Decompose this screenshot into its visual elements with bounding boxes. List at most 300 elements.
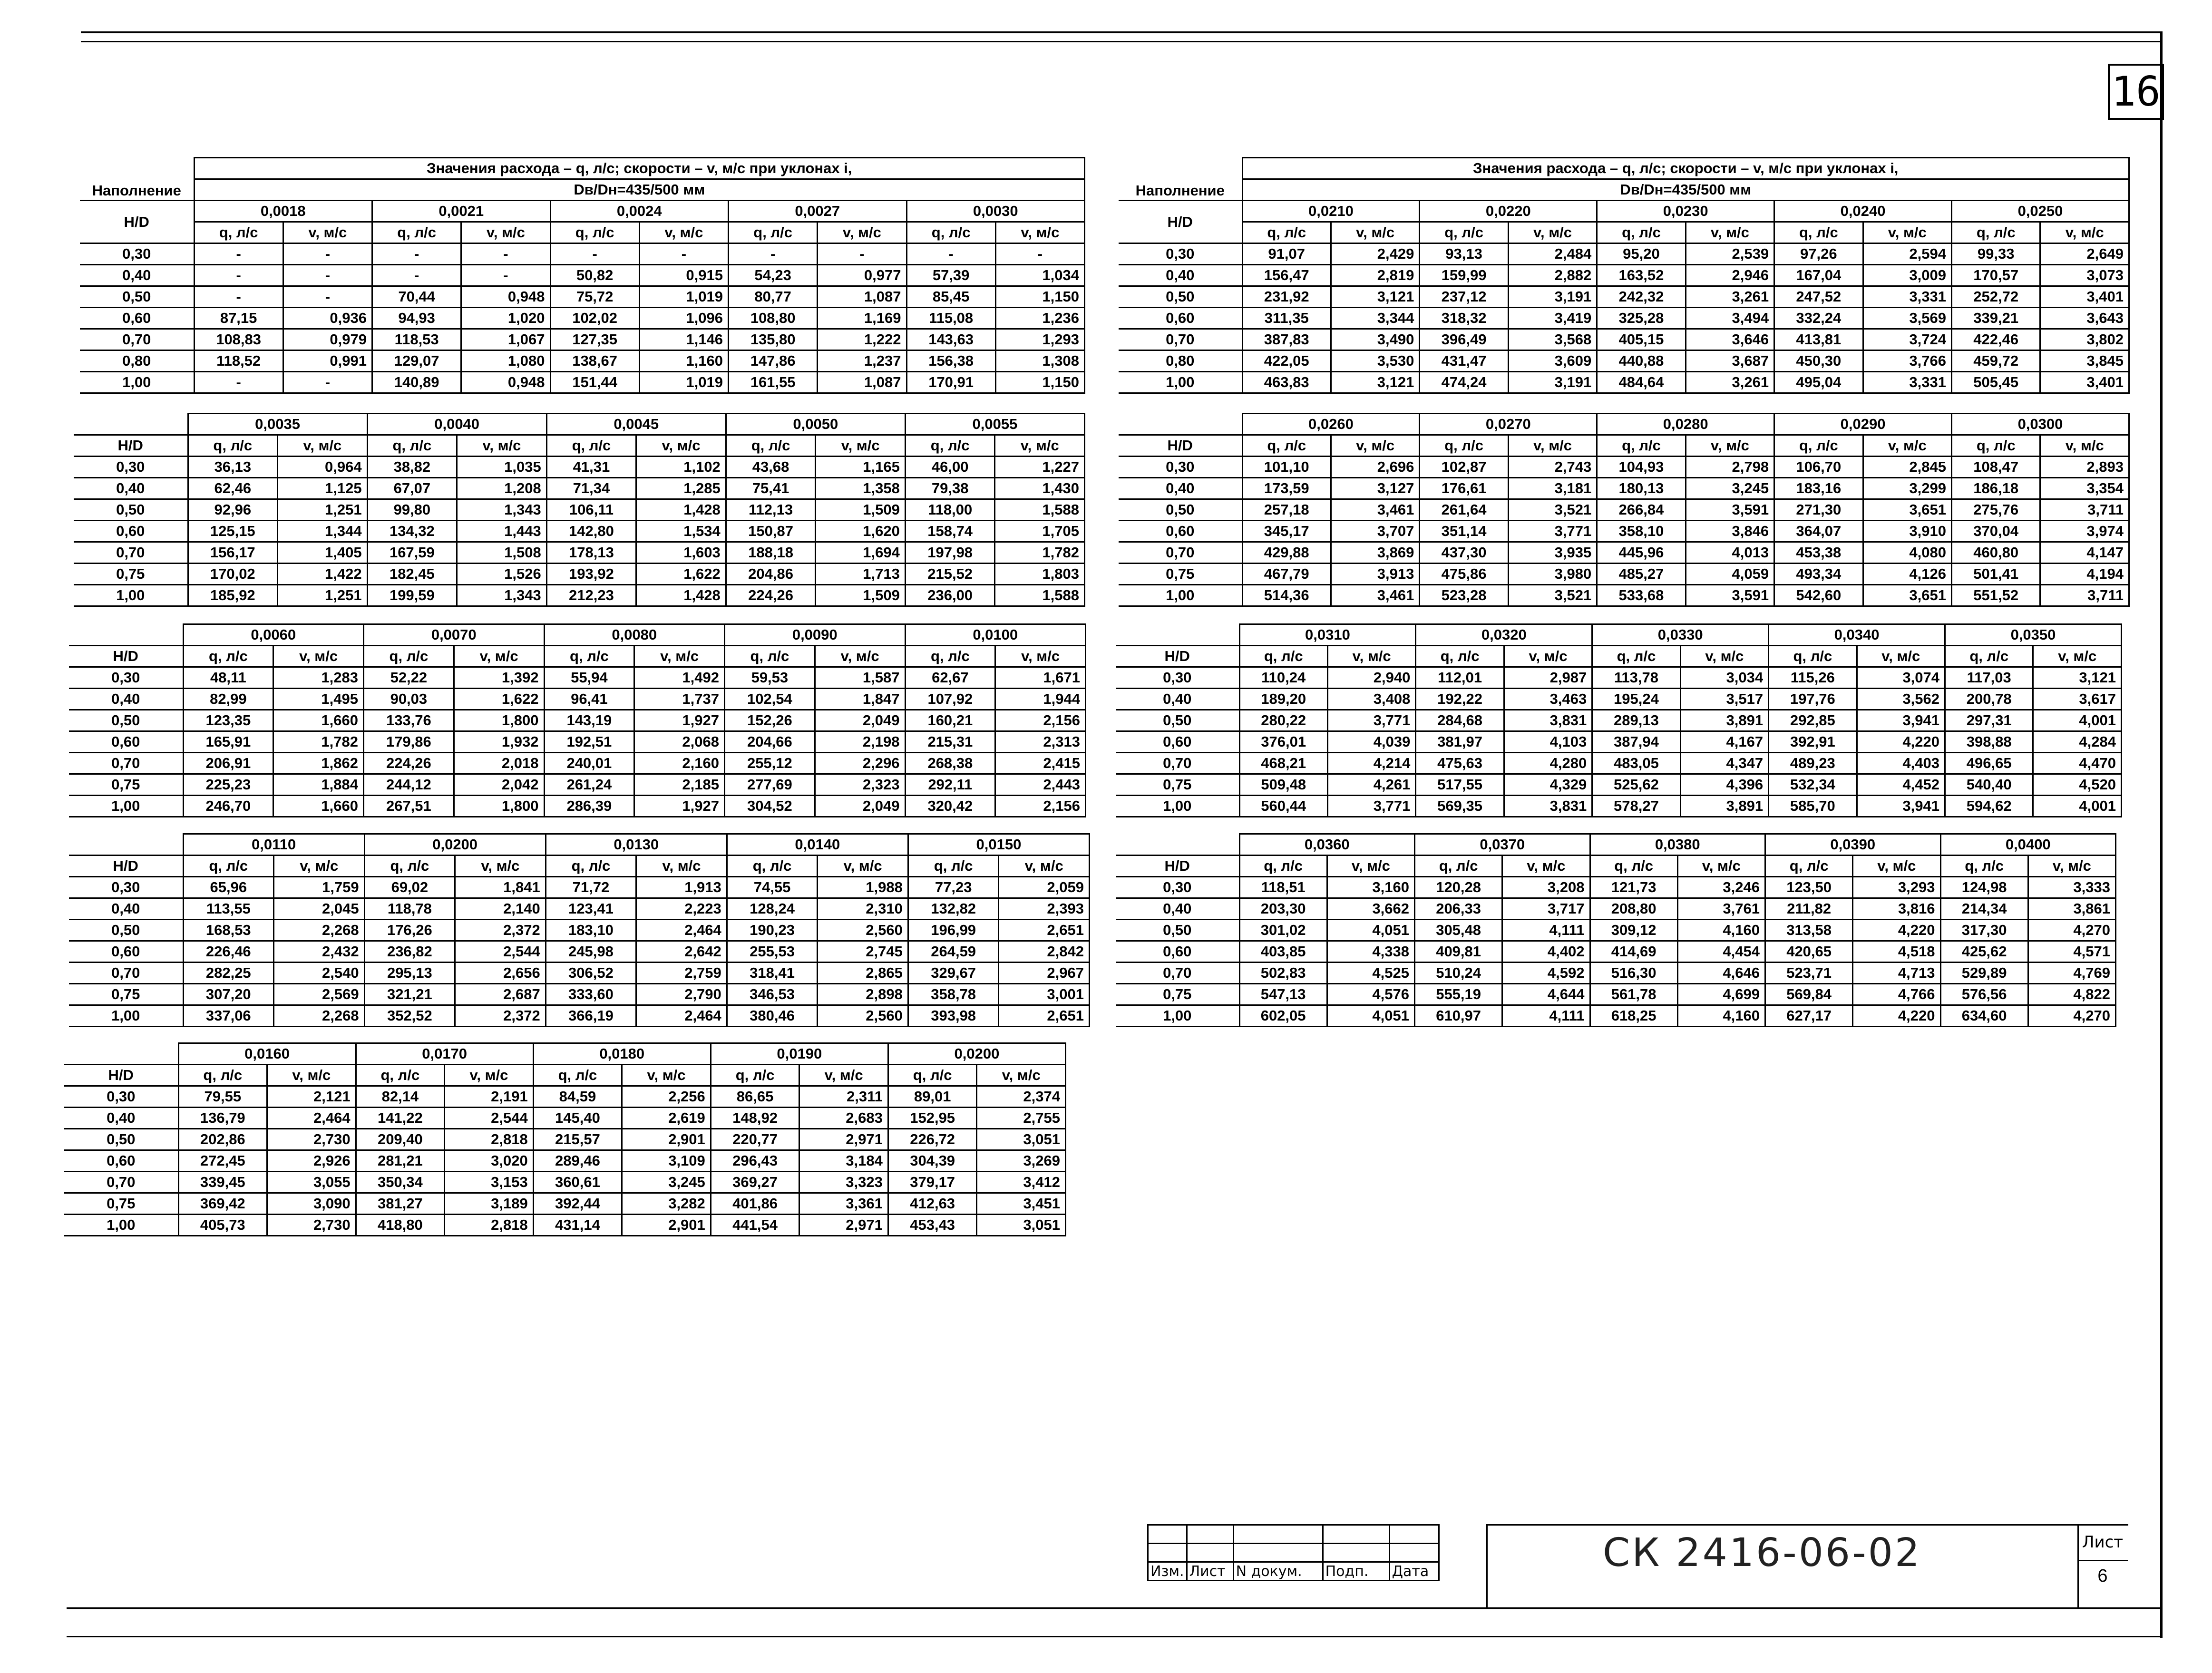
velocity-value: 2,323 xyxy=(815,774,905,796)
flow-value: 163,52 xyxy=(1597,265,1686,286)
flow-value: 485,27 xyxy=(1597,564,1686,585)
velocity-value: 2,819 xyxy=(1331,265,1419,286)
table-row xyxy=(64,1193,1066,1215)
flow-value: 450,30 xyxy=(1774,350,1863,372)
sheet-label: Лист xyxy=(2082,1533,2124,1552)
velocity-value: 3,891 xyxy=(1680,710,1768,731)
flow-value: 369,27 xyxy=(711,1172,799,1193)
velocity-value: 4,284 xyxy=(2033,731,2122,753)
flow-value: 474,24 xyxy=(1420,372,1508,393)
velocity-value: 3,073 xyxy=(2040,265,2129,286)
velocity-value: 1,884 xyxy=(273,774,364,796)
flow-value: 284,68 xyxy=(1416,710,1504,731)
velocity-value: 0,977 xyxy=(818,265,906,286)
q-header: q, л/с xyxy=(1592,646,1680,667)
q-header: q, л/с xyxy=(906,222,995,243)
slope-header: 0,0190 xyxy=(711,1043,888,1065)
velocity-value: 3,181 xyxy=(1508,478,1597,499)
flow-value: 437,30 xyxy=(1420,542,1508,564)
flow-value: 420,65 xyxy=(1765,941,1853,963)
velocity-value: 2,018 xyxy=(454,753,544,774)
velocity-value: 4,220 xyxy=(1853,1005,1940,1027)
velocity-value: 3,269 xyxy=(977,1150,1066,1172)
flow-value: 135,80 xyxy=(729,329,818,350)
velocity-value: 2,759 xyxy=(636,963,727,984)
flow-value: 108,80 xyxy=(729,308,818,329)
v-header: v, м/с xyxy=(634,646,725,667)
flow-value: 339,21 xyxy=(1952,308,2040,329)
table-row xyxy=(74,478,1085,499)
velocity-value: 4,147 xyxy=(2040,542,2129,564)
flow-value: 610,97 xyxy=(1415,1005,1502,1027)
q-header: q, л/с xyxy=(356,1065,445,1086)
velocity-value: 1,927 xyxy=(634,796,725,817)
flow-value: 179,86 xyxy=(364,731,454,753)
v-header: v, м/с xyxy=(455,856,546,877)
flow-value: 215,57 xyxy=(533,1129,622,1150)
velocity-value: 2,268 xyxy=(274,920,365,941)
q-header: q, л/с xyxy=(908,856,999,877)
table-row xyxy=(69,774,1086,796)
velocity-value: 0,991 xyxy=(283,350,372,372)
flow-table-7 xyxy=(1119,413,2130,607)
filling-value: 0,70 xyxy=(1119,329,1242,350)
caption-line-2: Dв/Dн=435/500 мм xyxy=(1242,179,2129,201)
document-code: СК 2416-06-02 xyxy=(1602,1530,1922,1576)
velocity-value: - xyxy=(283,243,372,265)
velocity-value: 4,646 xyxy=(1677,963,1765,984)
table-row xyxy=(74,564,1085,585)
velocity-value: 3,530 xyxy=(1331,350,1419,372)
caption-line-1: Значения расхода – q, л/с; скорости – v, м/с при уклонах i, xyxy=(194,158,1085,179)
velocity-value: 3,245 xyxy=(1686,478,1774,499)
table-row xyxy=(1116,774,2122,796)
velocity-value: 2,464 xyxy=(267,1108,356,1129)
velocity-value: 1,019 xyxy=(639,372,728,393)
table-row xyxy=(69,1005,1090,1027)
flow-value: 370,04 xyxy=(1952,521,2040,542)
velocity-value: 3,771 xyxy=(1327,710,1415,731)
filling-value: 0,60 xyxy=(1116,731,1239,753)
filling-value: 0,50 xyxy=(1116,710,1239,731)
flow-value: 170,57 xyxy=(1952,265,2040,286)
velocity-value: 1,150 xyxy=(995,286,1084,308)
flow-value: 99,33 xyxy=(1952,243,2040,265)
velocity-value: - xyxy=(283,265,372,286)
velocity-value: 4,699 xyxy=(1677,984,1765,1005)
flow-value: 431,47 xyxy=(1420,350,1508,372)
flow-value: 396,49 xyxy=(1420,329,1508,350)
flow-value: 91,07 xyxy=(1242,243,1331,265)
flow-value: 147,86 xyxy=(729,350,818,372)
stamp-izm: Изм. xyxy=(1148,1562,1187,1581)
hd-label: H/D xyxy=(74,435,188,457)
velocity-value: 1,285 xyxy=(636,478,726,499)
filling-value: 1,00 xyxy=(80,372,194,393)
velocity-value: 3,569 xyxy=(1863,308,1951,329)
flow-value: 211,82 xyxy=(1765,898,1853,920)
filling-value: 0,80 xyxy=(80,350,194,372)
flow-table-5 xyxy=(64,1042,1066,1236)
flow-value: 585,70 xyxy=(1769,796,1857,817)
flow-table-8 xyxy=(1116,623,2122,817)
velocity-value: 3,845 xyxy=(2040,350,2129,372)
flow-value: 475,63 xyxy=(1416,753,1504,774)
q-header: q, л/с xyxy=(905,646,995,667)
slope-header: 0,0027 xyxy=(729,201,907,222)
q-header: q, л/с xyxy=(1597,222,1686,243)
table-row xyxy=(1119,521,2129,542)
flow-value: 576,56 xyxy=(1940,984,2028,1005)
slope-header: 0,0130 xyxy=(546,834,727,856)
slope-header: 0,0024 xyxy=(550,201,729,222)
flow-value: 594,62 xyxy=(1945,796,2033,817)
velocity-value: 2,560 xyxy=(818,920,908,941)
flow-value: 226,46 xyxy=(183,941,274,963)
velocity-value: 2,393 xyxy=(999,898,1090,920)
velocity-value: 4,103 xyxy=(1504,731,1592,753)
velocity-value: 1,428 xyxy=(636,499,726,521)
velocity-value: 3,562 xyxy=(1857,689,1945,710)
velocity-value: 3,160 xyxy=(1327,877,1414,898)
v-header: v, м/с xyxy=(999,856,1090,877)
v-header: v, м/с xyxy=(1686,435,1774,457)
velocity-value: 4,059 xyxy=(1686,564,1774,585)
flow-value: - xyxy=(729,243,818,265)
velocity-value: 1,208 xyxy=(457,478,547,499)
v-header: v, м/с xyxy=(1508,435,1597,457)
velocity-value: 2,940 xyxy=(1327,667,1415,689)
flow-value: 352,52 xyxy=(364,1005,455,1027)
flow-value: 467,79 xyxy=(1242,564,1331,585)
flow-value: 311,35 xyxy=(1242,308,1331,329)
flow-value: 152,26 xyxy=(725,710,815,731)
velocity-value: 2,296 xyxy=(815,753,905,774)
flow-value: 202,86 xyxy=(178,1129,267,1150)
slope-header: 0,0140 xyxy=(727,834,908,856)
flow-value: 200,78 xyxy=(1945,689,2033,710)
filling-value: 0,30 xyxy=(64,1086,178,1108)
velocity-value: 3,184 xyxy=(799,1150,888,1172)
flow-value: 392,44 xyxy=(533,1193,622,1215)
flow-value: 75,41 xyxy=(726,478,816,499)
flow-value: 267,51 xyxy=(364,796,454,817)
slope-header: 0,0370 xyxy=(1415,834,1590,856)
velocity-value: 3,331 xyxy=(1863,286,1951,308)
flow-value: 350,34 xyxy=(356,1172,445,1193)
v-header: v, м/с xyxy=(1686,222,1774,243)
flow-value: 412,63 xyxy=(888,1193,977,1215)
velocity-value: 2,971 xyxy=(799,1215,888,1236)
flow-value: 71,34 xyxy=(546,478,636,499)
filling-value: 0,70 xyxy=(1116,963,1239,984)
q-header: q, л/с xyxy=(1242,222,1331,243)
velocity-value: 1,927 xyxy=(634,710,725,731)
flow-value: 281,21 xyxy=(356,1150,445,1172)
flow-value: 244,12 xyxy=(364,774,454,796)
slope-header: 0,0380 xyxy=(1590,834,1765,856)
flow-value: 115,26 xyxy=(1769,667,1857,689)
velocity-value: 1,671 xyxy=(995,667,1086,689)
velocity-value: 3,121 xyxy=(2033,667,2122,689)
v-header: v, м/с xyxy=(818,856,908,877)
velocity-value: 3,419 xyxy=(1508,308,1597,329)
flow-value: 118,00 xyxy=(905,499,995,521)
filling-value: 0,50 xyxy=(69,920,183,941)
table-row xyxy=(1116,1005,2116,1027)
flow-value: 86,65 xyxy=(711,1086,799,1108)
filling-value: 0,30 xyxy=(69,877,183,898)
table-row xyxy=(1116,689,2122,710)
table-row xyxy=(1116,963,2116,984)
flow-value: 43,68 xyxy=(726,457,816,478)
filling-value: 0,40 xyxy=(1116,689,1239,710)
velocity-value: 3,246 xyxy=(1677,877,1765,898)
q-header: q, л/с xyxy=(188,435,278,457)
flow-value: 48,11 xyxy=(183,667,273,689)
velocity-value: 2,656 xyxy=(455,963,546,984)
flow-value: 468,21 xyxy=(1239,753,1327,774)
flow-value: 192,22 xyxy=(1416,689,1504,710)
velocity-value: 3,766 xyxy=(1863,350,1951,372)
flow-value: 77,23 xyxy=(908,877,999,898)
velocity-value: 3,051 xyxy=(977,1129,1066,1150)
velocity-value: 3,127 xyxy=(1331,478,1419,499)
flow-value: - xyxy=(194,265,283,286)
flow-value: 185,92 xyxy=(188,585,278,606)
flow-value: 197,98 xyxy=(905,542,995,564)
velocity-value: 2,049 xyxy=(815,796,905,817)
flow-value: 418,80 xyxy=(356,1215,445,1236)
filling-value: 0,75 xyxy=(64,1193,178,1215)
flow-value: 306,52 xyxy=(546,963,636,984)
filling-value: 0,30 xyxy=(1116,877,1239,898)
table-row xyxy=(1119,350,2129,372)
flow-value: 578,27 xyxy=(1592,796,1680,817)
flow-value: 318,41 xyxy=(727,963,818,984)
v-header: v, м/с xyxy=(639,222,728,243)
q-header: q, л/с xyxy=(550,222,639,243)
flow-value: 74,55 xyxy=(727,877,818,898)
table-row xyxy=(64,1215,1066,1236)
velocity-value: 1,237 xyxy=(818,350,906,372)
velocity-value: 2,790 xyxy=(636,984,727,1005)
table-row xyxy=(69,877,1090,898)
velocity-value: 2,311 xyxy=(799,1086,888,1108)
v-header: v, м/с xyxy=(278,435,368,457)
v-header: v, м/с xyxy=(274,856,365,877)
velocity-value: 3,189 xyxy=(445,1193,534,1215)
velocity-value: 3,412 xyxy=(977,1172,1066,1193)
velocity-value: 1,358 xyxy=(816,478,906,499)
flow-value: - xyxy=(194,372,283,393)
filling-value: 1,00 xyxy=(64,1215,178,1236)
flow-value: 237,12 xyxy=(1420,286,1508,308)
flow-value: 516,30 xyxy=(1590,963,1677,984)
table-row xyxy=(74,521,1085,542)
velocity-value: 3,974 xyxy=(2040,521,2129,542)
velocity-value: 2,268 xyxy=(274,1005,365,1027)
velocity-value: 1,800 xyxy=(454,710,544,731)
table-row xyxy=(1116,920,2116,941)
flow-value: 145,40 xyxy=(533,1108,622,1129)
velocity-value: 3,490 xyxy=(1331,329,1419,350)
flow-value: 318,32 xyxy=(1420,308,1508,329)
velocity-value: 3,717 xyxy=(1502,898,1590,920)
slope-header: 0,0320 xyxy=(1416,624,1592,646)
v-header: v, м/с xyxy=(1677,856,1765,877)
velocity-value: 4,001 xyxy=(2033,796,2122,817)
table-row xyxy=(64,1086,1066,1108)
table-row xyxy=(74,457,1085,478)
flow-value: 257,18 xyxy=(1242,499,1331,521)
flow-value: 286,39 xyxy=(544,796,634,817)
velocity-value: 4,126 xyxy=(1863,564,1951,585)
velocity-value: 2,198 xyxy=(815,731,905,753)
table-row xyxy=(1119,499,2129,521)
flow-value: 196,99 xyxy=(908,920,999,941)
flow-value: 79,55 xyxy=(178,1086,267,1108)
slope-header: 0,0300 xyxy=(1952,414,2129,435)
velocity-value: 2,464 xyxy=(636,920,727,941)
velocity-value: 1,308 xyxy=(995,350,1084,372)
flow-value: 422,46 xyxy=(1952,329,2040,350)
velocity-value: 2,619 xyxy=(622,1108,711,1129)
velocity-value: 3,461 xyxy=(1331,585,1419,606)
hd-label: H/D xyxy=(1119,201,1242,243)
table-row xyxy=(74,585,1085,606)
velocity-value: 4,051 xyxy=(1327,1005,1414,1027)
velocity-value: 3,055 xyxy=(267,1172,356,1193)
velocity-value: 2,845 xyxy=(1863,457,1951,478)
flow-value: 409,81 xyxy=(1415,941,1502,963)
filling-value: 0,40 xyxy=(69,898,183,920)
flow-value: 121,73 xyxy=(1590,877,1677,898)
velocity-value: 1,020 xyxy=(461,308,550,329)
flow-value: 431,14 xyxy=(533,1215,622,1236)
velocity-value: 2,569 xyxy=(274,984,365,1005)
velocity-value: 1,694 xyxy=(816,542,906,564)
velocity-value: 2,649 xyxy=(2040,243,2129,265)
velocity-value: 3,299 xyxy=(1863,478,1951,499)
velocity-value: 1,988 xyxy=(818,877,908,898)
velocity-value: 1,087 xyxy=(818,372,906,393)
flow-value: 55,94 xyxy=(544,667,634,689)
flow-value: 320,42 xyxy=(905,796,995,817)
filling-value: 0,70 xyxy=(69,753,183,774)
slope-header: 0,0230 xyxy=(1597,201,1774,222)
frame-top-line xyxy=(81,31,2160,33)
table-row xyxy=(80,286,1085,308)
velocity-value: 1,713 xyxy=(816,564,906,585)
velocity-value: 2,651 xyxy=(999,1005,1090,1027)
velocity-value: 1,150 xyxy=(995,372,1084,393)
velocity-value: 2,121 xyxy=(267,1086,356,1108)
flow-value: 602,05 xyxy=(1239,1005,1327,1027)
velocity-value: 4,270 xyxy=(2028,1005,2115,1027)
q-header: q, л/с xyxy=(372,222,461,243)
slope-header: 0,0310 xyxy=(1239,624,1416,646)
velocity-value: 3,643 xyxy=(2040,308,2129,329)
flow-value: 405,15 xyxy=(1597,329,1686,350)
table-row xyxy=(80,372,1085,393)
velocity-value: 2,464 xyxy=(636,1005,727,1027)
q-header: q, л/с xyxy=(546,856,636,877)
velocity-value: 3,261 xyxy=(1686,286,1774,308)
q-header: q, л/с xyxy=(1416,646,1504,667)
table-row xyxy=(69,796,1086,817)
velocity-value: 4,518 xyxy=(1853,941,1940,963)
flow-value: 551,52 xyxy=(1952,585,2040,606)
velocity-value: 4,280 xyxy=(1504,753,1592,774)
velocity-value: 1,495 xyxy=(273,689,364,710)
flow-value: - xyxy=(194,286,283,308)
flow-value: 309,12 xyxy=(1590,920,1677,941)
flow-value: 123,50 xyxy=(1765,877,1853,898)
velocity-value: 3,153 xyxy=(445,1172,534,1193)
filling-value: 0,40 xyxy=(80,265,194,286)
flow-value: 160,21 xyxy=(905,710,995,731)
table-row xyxy=(80,308,1085,329)
flow-value: 329,67 xyxy=(908,963,999,984)
q-header: q, л/с xyxy=(1952,435,2040,457)
velocity-value: 3,331 xyxy=(1863,372,1951,393)
flow-value: 542,60 xyxy=(1774,585,1863,606)
hd-label: H/D xyxy=(80,201,194,243)
stamp-sheet-line xyxy=(2077,1560,2128,1561)
flow-value: 52,22 xyxy=(364,667,454,689)
velocity-value: 1,944 xyxy=(995,689,1086,710)
v-header: v, м/с xyxy=(1508,222,1597,243)
velocity-value: 1,800 xyxy=(454,796,544,817)
sheet-value: 6 xyxy=(2097,1566,2108,1586)
table-row xyxy=(69,689,1086,710)
slope-header: 0,0080 xyxy=(544,624,725,646)
flow-value: 236,00 xyxy=(905,585,995,606)
v-header: v, м/с xyxy=(995,646,1086,667)
filling-value: 0,40 xyxy=(74,478,188,499)
velocity-value: 1,782 xyxy=(995,542,1085,564)
flow-value: 475,86 xyxy=(1420,564,1508,585)
velocity-value: 0,948 xyxy=(461,372,550,393)
flow-value: 445,96 xyxy=(1597,542,1686,564)
q-header: q, л/с xyxy=(544,646,634,667)
flow-value: 225,23 xyxy=(183,774,273,796)
velocity-value: 3,034 xyxy=(1680,667,1768,689)
velocity-value: 2,313 xyxy=(995,731,1086,753)
filling-value: 0,60 xyxy=(69,941,183,963)
velocity-value: 3,333 xyxy=(2028,877,2115,898)
flow-value: 453,38 xyxy=(1774,542,1863,564)
slope-header: 0,0090 xyxy=(725,624,906,646)
flow-value: 215,52 xyxy=(905,564,995,585)
velocity-value: 2,415 xyxy=(995,753,1086,774)
flow-value: 252,72 xyxy=(1952,286,2040,308)
velocity-value: 1,862 xyxy=(273,753,364,774)
velocity-value: 1,251 xyxy=(278,585,368,606)
slope-header: 0,0060 xyxy=(183,624,364,646)
table-row xyxy=(1116,984,2116,1005)
velocity-value: 2,484 xyxy=(1508,243,1597,265)
hd-label: H/D xyxy=(1116,646,1239,667)
flow-value: 380,46 xyxy=(727,1005,818,1027)
filling-value: 0,50 xyxy=(80,286,194,308)
flow-value: 560,44 xyxy=(1239,796,1327,817)
q-header: q, л/с xyxy=(1590,856,1677,877)
filling-value: 1,00 xyxy=(74,585,188,606)
velocity-value: 4,270 xyxy=(2028,920,2115,941)
filling-value: 0,40 xyxy=(69,689,183,710)
